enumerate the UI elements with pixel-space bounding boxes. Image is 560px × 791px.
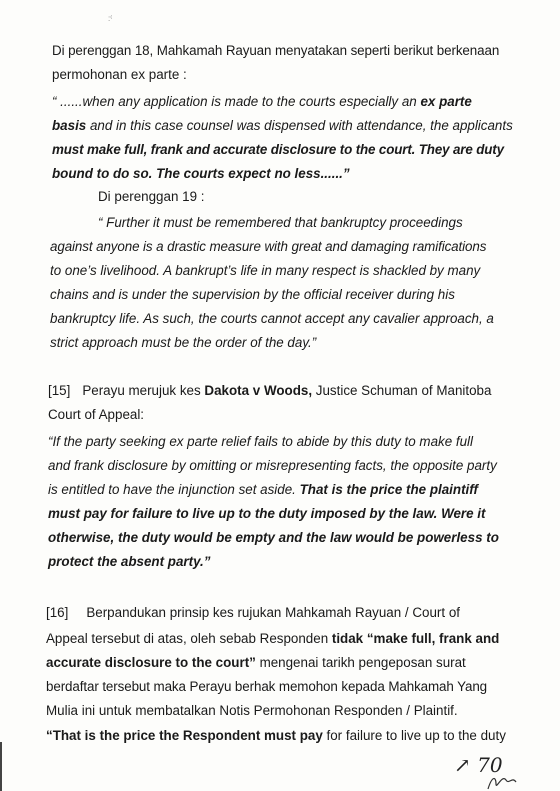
para-19-quote-line-3: to one’s livelihood. A bankrupt’s life in many respect is shackled by many	[50, 263, 481, 278]
para-15-line-1: [15] Perayu merujuk kes Dakota v Woods, Justice Schuman of Manitoba	[48, 383, 492, 398]
para-19-quote-line-5: bankruptcy life. As such, the courts cannot accept any cavalier approach, a	[50, 311, 494, 326]
para-19-quote-line-4: chains and is under the supervision by the official receiver during his	[50, 287, 455, 302]
para-19-quote-line-6: strict approach must be the order of the day.”	[50, 335, 317, 350]
para-15-number: [15]	[48, 383, 71, 398]
para-15-line-2: Court of Appeal:	[48, 407, 145, 422]
para-18-line-1: Di perenggan 18, Mahkamah Rayuan menyatakan seperti berikut berkenaan	[52, 43, 500, 58]
para-18-quote-line-1: “ ......when any application is made to the courts especially an ex parte	[52, 94, 472, 109]
para-18-quote-line-2: basis and in this case counsel was dispensed with attendance, the applicants	[52, 118, 513, 133]
para-16-line-1: [16] Berpandukan prinsip kes rujukan Mahkamah Rayuan / Court of	[46, 605, 461, 620]
handwritten-initial-icon	[484, 772, 520, 791]
para-19-quote-line-2: against anyone is a drastic measure with great and damaging ramifications	[50, 239, 487, 254]
para-18-line-2: permohonan ex parte :	[52, 67, 187, 82]
para-15-quote-line-2: and frank disclosure by omitting or misrepresenting facts, the opposite party	[48, 458, 497, 473]
para-16-line-6: “That is the price the Respondent must pay for failure to live up to the duty	[46, 728, 506, 743]
scan-mark: :⁽	[108, 14, 113, 23]
para-15-quote-line-5: otherwise, the duty would be empty and the law would be powerless to	[48, 530, 499, 545]
para-15-quote-line-1: “If the party seeking ex parte relief fails to abide by this duty to make full	[48, 434, 473, 449]
para-16-line-2: Appeal tersebut di atas, oleh sebab Responden tidak “make full, frank and	[46, 631, 500, 646]
para-19-quote-line-1: “ Further it must be remembered that bankruptcy proceedings	[98, 215, 463, 230]
para-19-intro: Di perenggan 19 :	[98, 189, 205, 204]
para-16-line-3: accurate disclosure to the court” mengenai tarikh pengeposan surat	[46, 655, 466, 670]
para-16-line-4: berdaftar tersebut maka Perayu berhak memohon kepada Mahkamah Yang	[46, 679, 488, 694]
page-number: ↗ 70	[454, 753, 503, 777]
para-16-line-5: Mulia ini untuk membatalkan Notis Permohonan Responden / Plaintif.	[46, 703, 458, 718]
scan-edge-mark	[0, 742, 2, 791]
para-15-quote-line-3: is entitled to have the injunction set aside. That is the price the plaintiff	[48, 482, 478, 497]
para-18-quote-line-3: must make full, frank and accurate disclosure to the court. They are duty	[52, 142, 504, 157]
para-16-number: [16]	[46, 605, 69, 620]
para-15-quote-line-6: protect the absent party.”	[48, 554, 211, 569]
para-15-quote-line-4: must pay for failure to live up to the duty imposed by the law. Were it	[48, 506, 486, 521]
para-18-quote-line-4: bound to do so. The courts expect no less......”	[52, 166, 350, 181]
